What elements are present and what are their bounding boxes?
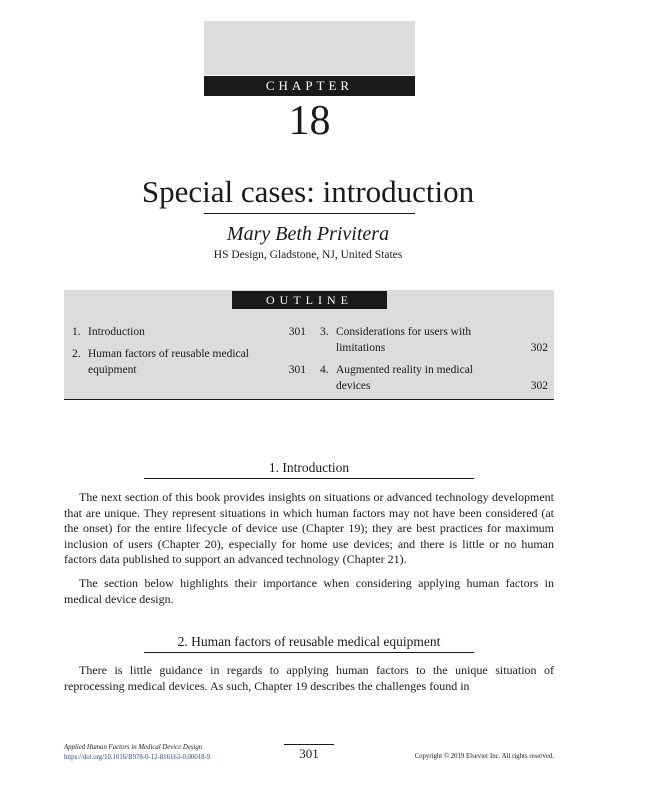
outline-entry[interactable]: [72, 346, 306, 380]
outline-entry-page: 301: [288, 364, 306, 376]
footer-book-title: Applied Human Factors in Medical Device Design: [64, 744, 203, 751]
title-divider: [204, 213, 415, 214]
outline-entry-title-cont: limitations: [336, 342, 386, 354]
outline-entry-title: Introduction: [88, 326, 145, 338]
section-heading-introduction: 1. Introduction: [268, 460, 350, 475]
chapter-title: Special cases: introduction: [141, 174, 475, 209]
page-number-divider: [284, 744, 334, 745]
outline-entry[interactable]: [320, 362, 548, 396]
body-paragraph: There is little guidance in regards to applying human factors to the unique situation of reprocessing medical devices. As such, Chapter 19 describes the challenges found in: [64, 663, 554, 693]
outline-entry[interactable]: [320, 324, 548, 362]
section-divider: [144, 652, 474, 653]
outline-entry-title: Human factors of reusable medical: [88, 348, 249, 360]
footer-citation: [64, 743, 210, 763]
outline-entry-title: Considerations for users with: [336, 326, 472, 338]
outline-entry-page: 302: [530, 342, 548, 354]
outline-entry-number: 1.: [72, 326, 81, 338]
outline-entry-title-cont: devices: [336, 380, 371, 392]
outline-entry-title: Augmented reality in medical: [336, 364, 473, 376]
chapter-number: 18: [288, 98, 331, 144]
outline-label: OUTLINE: [232, 291, 387, 309]
outline-entry-number: 4.: [320, 364, 329, 376]
section-divider: [144, 478, 474, 479]
author-name: Mary Beth Privitera: [226, 223, 390, 245]
outline-column-right: [320, 324, 548, 396]
outline-column-left: [72, 324, 306, 380]
chapter-label: CHAPTER: [204, 76, 415, 96]
section-heading-reusable-equipment: 2. Human factors of reusable medical equipment: [177, 634, 441, 649]
outline-entry-number: 3.: [320, 326, 329, 338]
outline-entry-title-cont: equipment: [88, 364, 137, 376]
page-number: 301: [299, 746, 319, 761]
body-paragraph: The next section of this book provides insights on situations or advanced technology development that are unique. They represent situations in which human factors may not have been considered (at the onset) for the entire lifecycle of device use (Chapter 19); they are best practices for maximum inclusion of users (Chapter 20), especially for home use devices; and there is little or no human factors data published to support an advanced technology (Chapter 21).: [64, 490, 554, 566]
outline-entry-page: 302: [530, 380, 548, 392]
footer-copyright: Copyright © 2019 Elsevier Inc. All rights reserved.: [414, 753, 554, 760]
author-affiliation: HS Design, Gladstone, NJ, United States: [213, 249, 403, 261]
outline-entry-page: 301: [288, 326, 306, 338]
outline-entry-number: 2.: [72, 348, 81, 360]
body-paragraph: The section below highlights their importance when considering applying human factors in medical device design.: [64, 576, 554, 606]
outline-entry[interactable]: [72, 324, 306, 346]
footer-doi-link[interactable]: https://doi.org/10.1016/B978-0-12-816163-0.00018-9: [64, 754, 211, 761]
chapter-header-block: [204, 21, 415, 75]
